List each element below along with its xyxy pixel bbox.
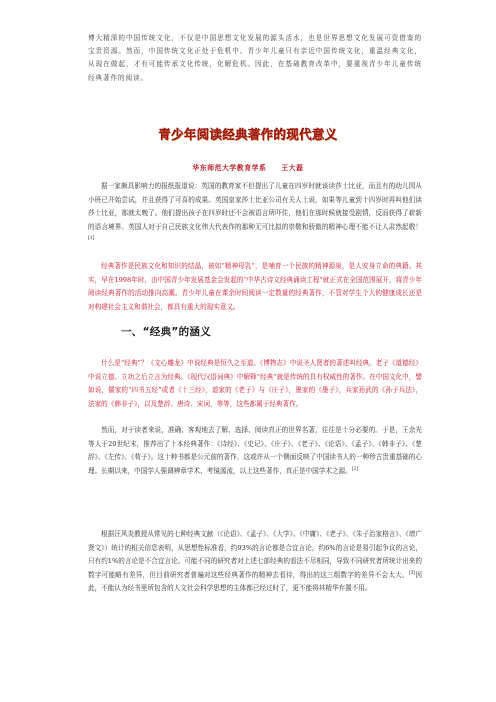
- affiliation: 华东师范大学教育学系: [192, 164, 267, 172]
- footnote-ref-1: [1]: [88, 236, 95, 242]
- paragraph-5-text: 根据汪风炎教授从常见的七种经典文献（《论语》、《孟子》、《大学》、《中庸》、《老子》、《朱子治家格言》、《增广贤文》）统计的相关信息表明，从思想性标准看，约93%的言论都是合宜言论，约6%的言论是易引起争议的言论，只有约1%的言论是不合宜言论。可能不同的研究者对上述七部经典的看法不尽相同，导致不同研究者所统计出来的数字可能略有差异，但目前研究者普遍对这些经典著作的精神去看待，得出的这三组数字的差异不会太大。: [88, 530, 422, 579]
- intro-abstract: 博大精深的中国传统文化，不仅是中国思想文化发展的源头活水，也是世界思想文化发展可资借鉴的宝贵资源。然而，中国传统文化正处于危机中。青少年儿童只有亲近中国传统文化，重温经典文化，从现在做起，才有可能传承文化传统，化解危机。因此，在基础教育改革中，要重视青少年儿童传统经典著作的阅读。: [88, 34, 422, 82]
- paragraph-5-tail: 因此，不能认为经书里所包含的人文社会科学思想的主体都已经过时了，更不能将其精华弃置不用。: [88, 570, 423, 593]
- footnote-ref-3: [3]: [408, 570, 416, 576]
- paragraph-4-text: 然而，对于读者来说，准确、客观地去了解、选择、阅读真正的世界名著，往往是十分必要的。于是，王余光等人于20世纪末，推荐出了十本经典著作：《诗经》、《史记》、《庄子》、《老子》、《论语》、《孟子》、《韩非子》、《楚辞》、《左传》、《荀子》。这十种书都是公元前的著作，这或许从一个侧面反映了中国读书人的一种珍古贵重基础的心理。长期以来，中国学人强调辨章学术、考镜源流，以上这些著作，真正是中国学术之源。: [88, 426, 422, 475]
- paragraph-1-text: 据一家颇具影响力的报纸报道说：英国的教育家不但提出了儿童在四岁时就该读莎士比亚，而且有的幼儿园从小班已开始尝试，并且获得了可喜的成果。英国皇家莎士比亚公司有关人士说，如果等儿童到十四岁时再叫他们读莎士比亚，那就太晚了。他们提出孩子在四岁时还不会被语言所吓住，他们在那时候就接受剧情，反而获得了崭新的语言境界。英国人对于自己民族文化伟大代表作的那种无可比拟的崇敬和骄傲的精神心理不能不让人肃然起敬！: [88, 182, 422, 231]
- section-heading-1: 一、“经典”的涵义: [121, 326, 212, 338]
- paragraph-5: [88, 528, 422, 596]
- paragraph-2: 经典著作是民族文化和知识的结晶，被如“精神母乳”，是哺育一个民族的精神源泉，是人安身立命的典籍。其实，早在1998年时，由中国青少年发展基金会发起的“中华古诗文经典诵读工程”就正式在全国范围展开，将青少年阅读经典著作的活动推向高潮。青少年儿童在课余时间阅读一定数量的经典著作，不管对学生个人的健康成长还是对构建社会主义和谐社会，都具有重大的现实意义。: [88, 262, 422, 311]
- paragraph-1: [88, 180, 422, 248]
- paragraph-3: 什么是“经典”？《文心雕龙》中说经典是恒久之至道。《博物志》中说圣人贤者的著述叫经典。老子《道德经》中说立德、立功之后立言为经典。《现代汉语词典》中解释“经典”就是传统的具有权威性的著作。在中国文化中，譬如说，儒家的“四书五经”或者《十三经》，道家的《老子》与《庄子》，墨家的《墨子》，兵家孙武的《孙子兵法》，法家的《韩非子》，以及楚辞、唐诗、宋词，等等，这些都属于经典著作。: [88, 359, 422, 408]
- author: 王大磊: [281, 164, 304, 172]
- byline: [0, 162, 496, 172]
- page-title: 青少年阅读经典著作的现代意义: [158, 127, 338, 142]
- footnote-ref-2: [2]: [351, 466, 359, 472]
- paragraph-4: [88, 424, 422, 478]
